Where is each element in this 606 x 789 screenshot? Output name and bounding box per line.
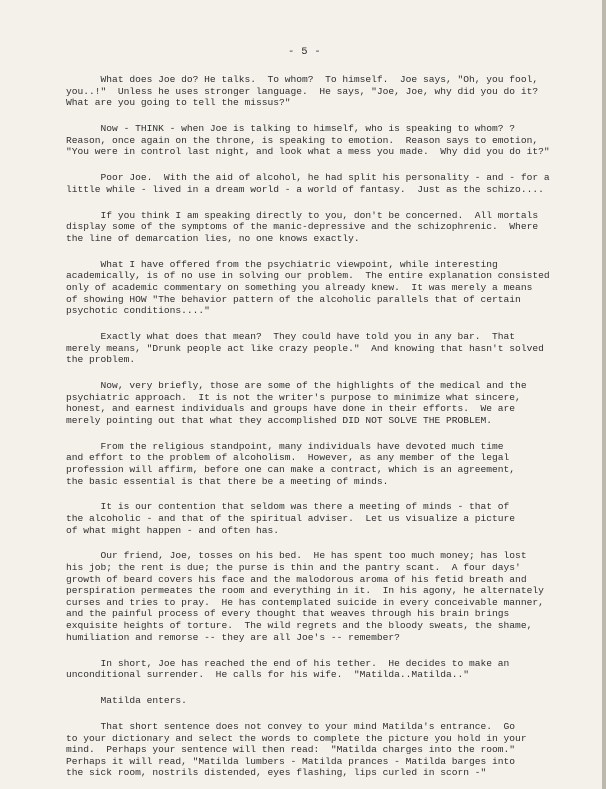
text-line: his job; the rent is due; the purse is thin and the pantry scant. A four days' — [66, 562, 521, 574]
text-line: mind. Perhaps your sentence will then read: "Matilda charges into the room." — [66, 744, 516, 756]
text-line: Exactly what does that mean? They could have told you in any bar. That — [66, 330, 516, 342]
paragraph — [66, 550, 566, 643]
text-line: and the painful process of every thought that weaves through his brain brings — [66, 608, 510, 620]
text-line: of what might happen - and often has. — [66, 524, 280, 536]
paragraph — [66, 331, 566, 366]
text-line: growth of beard covers his face and the malodorous aroma of his fetid breath and — [66, 573, 527, 585]
text-line: Reason, once again on the throne, is speaking to emotion. Reason says to emotion, — [66, 134, 539, 146]
paragraph — [66, 210, 566, 245]
text-line: exquisite heights of torture. The wild regrets and the bloody sweats, the shame, — [66, 620, 533, 632]
document-body — [66, 74, 566, 789]
text-line: only of academic commentary on something you already knew. It was merely a means — [66, 281, 533, 293]
text-line: perspiration permeates the room and everything in it. In his agony, he alternately — [66, 585, 544, 597]
text-line: to your dictionary and select the words to complete the picture you hold in your — [66, 732, 527, 744]
text-line: What does Joe do? He talks. To whom? To himself. Joe says, "Oh, you fool, — [66, 74, 539, 85]
paragraph — [66, 172, 566, 195]
text-line: the basic essential is that there be a meeting of minds. — [66, 475, 389, 487]
text-line: Now, very briefly, those are some of the highlights of the medical and the — [66, 380, 527, 392]
text-line: What I have offered from the psychiatric viewpoint, while interesting — [66, 258, 498, 270]
text-line: display some of the symptoms of the manic-depressive and the schizophrenic. Where — [66, 221, 539, 233]
text-line: of showing HOW "The behavior pattern of the alcoholic parallels that of certain — [66, 293, 521, 305]
text-line: merely pointing out that what they accomplished DID NOT SOLVE THE PROBLEM. — [66, 414, 493, 426]
text-line: merely means, "Drunk people act like crazy people." And knowing that hasn't solved — [66, 342, 544, 354]
text-line: academically, is of no use in solving our problem. The entire explanation consisted — [66, 270, 550, 282]
paragraph — [66, 380, 566, 426]
text-line: the sick room, nostrils distended, eyes flashing, lips curled in scorn -" — [66, 767, 487, 779]
paragraph — [66, 501, 566, 536]
text-line: Perhaps it will read, "Matilda lumbers - Matilda prances - Matilda barges into — [66, 755, 516, 767]
paragraph — [66, 721, 566, 779]
text-line: psychiatric approach. It is not the writer's purpose to minimize what sincere, — [66, 391, 521, 403]
text-line: the line of demarcation lies, no one knows exactly. — [66, 232, 360, 244]
text-line: If you think I am speaking directly to you, don't be concerned. All mortals — [66, 209, 539, 221]
text-line: profession will affirm, before one can make a contract, which is an agreement, — [66, 463, 516, 475]
text-line: "You were in control last night, and look what a mess you made. Why did you do it?" — [66, 146, 550, 158]
text-line: Matilda enters. — [66, 695, 187, 707]
page-number: - 5 - — [288, 46, 322, 58]
text-line: the alcoholic - and that of the spiritual adviser. Let us visualize a picture — [66, 513, 516, 524]
text-line: curses and tries to pray. He has contemplated suicide in every conceivable manner, — [66, 596, 544, 608]
paragraph — [66, 123, 566, 158]
paragraph — [66, 74, 566, 109]
text-line: psychotic conditions...." — [66, 305, 210, 317]
text-line: Now - THINK - when Joe is talking to himself, who is speaking to whom? ? — [66, 123, 516, 135]
text-line: In short, Joe has reached the end of his tether. He decides to make an — [66, 657, 510, 669]
text-line: Poor Joe. With the aid of alcohol, he had split his personality - and - for a — [66, 172, 550, 184]
text-line: It is our contention that seldom was there a meeting of minds - that of — [66, 501, 510, 513]
text-line: and effort to the problem of alcoholism. However, as any member of the legal — [66, 452, 510, 464]
text-line: From the religious standpoint, many individuals have devoted much time — [66, 440, 504, 452]
paragraph — [66, 658, 566, 681]
text-line: little while - lived in a dream world - a world of fantasy. Just as the schizo.... — [66, 183, 544, 195]
text-line: unconditional surrender. He calls for his wife. "Matilda..Matilda.." — [66, 669, 470, 681]
paragraph — [66, 441, 566, 487]
text-line: humiliation and remorse -- they are all Joe's -- remember? — [66, 631, 400, 643]
text-line: the problem. — [66, 354, 136, 366]
paragraph — [66, 259, 566, 317]
text-line: That short sentence does not convey to your mind Matilda's entrance. Go — [66, 720, 516, 732]
text-line: you..!" Unless he uses stronger language. He says, "Joe, Joe, why did you do it? — [66, 85, 539, 97]
text-line: honest, and earnest individuals and groups have done in their efforts. We are — [66, 403, 516, 415]
text-line: What are you going to tell the missus?" — [66, 97, 291, 109]
page-edge — [602, 0, 606, 789]
paragraph — [66, 695, 566, 707]
text-line: Our friend, Joe, tosses on his bed. He has spent too much money; has lost — [66, 550, 527, 562]
